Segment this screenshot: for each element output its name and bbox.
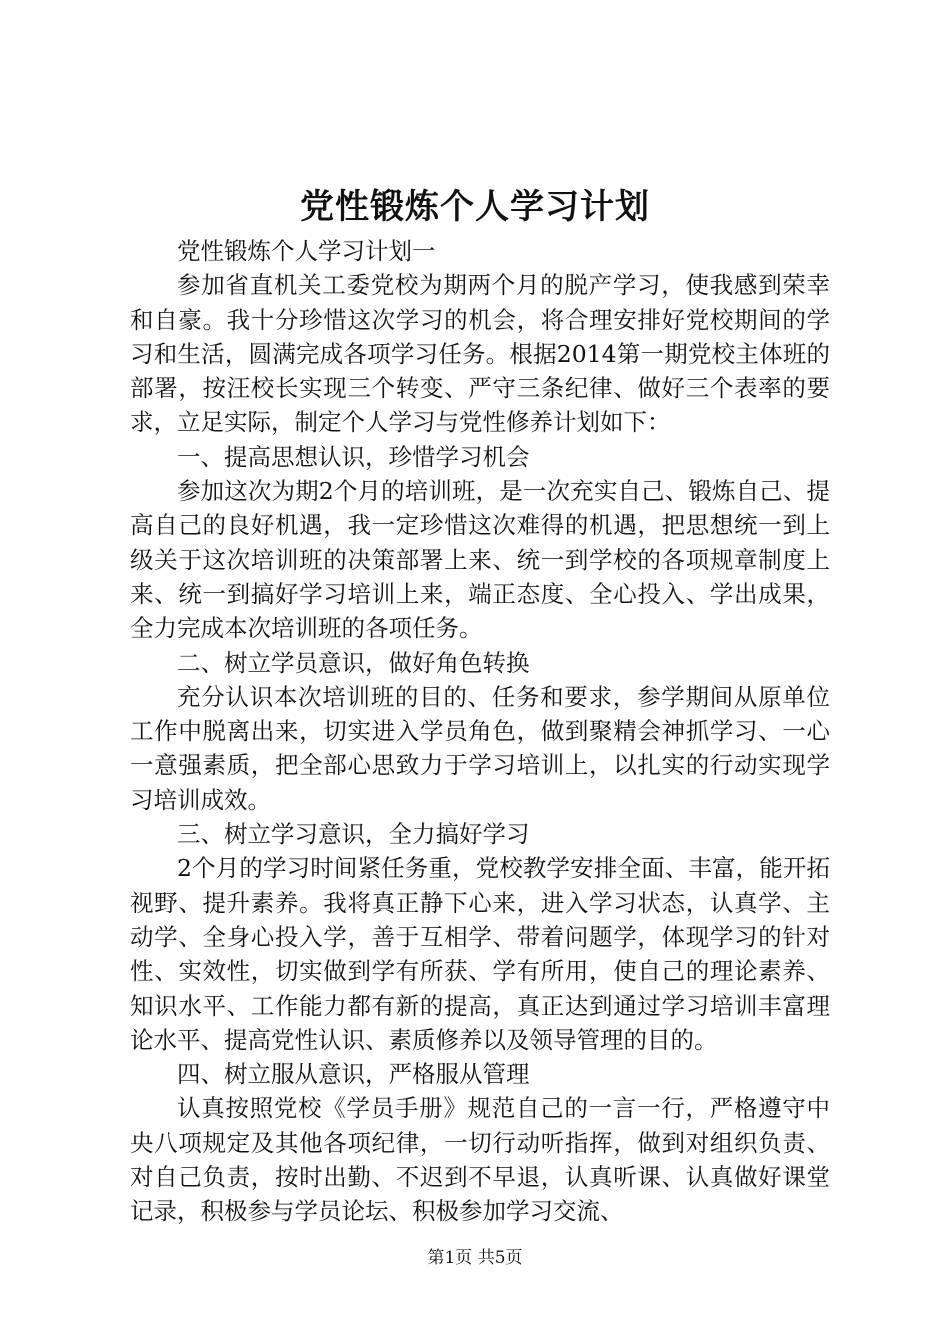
document-subtitle: 党性锻炼个人学习计划一 xyxy=(177,237,436,265)
page-number-footer: 第1页 共5页 xyxy=(427,1248,523,1268)
section-heading-3: 三、树立学习意识，全力搞好学习 xyxy=(177,820,530,849)
section-paragraph-4: 认真按照党校《学员手册》规范自己的一言一行，严格遵守中央八项规定及其他各项纪律，一切行动听指挥，做到对组织负责、对自己负责，按时出勤、不迟到不早退，认真听课、认真做好课堂记录，积极参与学员论坛、积极参加学习交流、 xyxy=(130,1094,830,1226)
section-heading-2: 二、树立学员意识，做好角色转换 xyxy=(177,648,530,677)
intro-paragraph: 参加省直机关工委党校为期两个月的脱产学习，使我感到荣幸和自豪。我十分珍惜这次学习的机会，将合理安排好党校期间的学习和生活，圆满完成各项学习任务。根据2014第一期党校主体班的部署，按汪校长实现三个转变、严守三条纪律、做好三个表率的要求，立足实际，制定个人学习与党性修养计划如下： xyxy=(130,271,830,437)
section-paragraph-3: 2个月的学习时间紧任务重，党校教学安排全面、丰富，能开拓视野、提升素养。我将真正静下心来，进入学习状态，认真学、主动学、全身心投入学，善于互相学、带着问题学，体现学习的针对性、实效性，切实做到学有所获、学有所用，使自己的理论素养、知识水平、工作能力都有新的提高，真正达到通过学习培训丰富理论水平、提高党性认识、素质修养以及领导管理的目的。 xyxy=(130,854,830,1054)
section-paragraph-2: 充分认识本次培训班的目的、任务和要求，参学期间从原单位工作中脱离出来，切实进入学员角色，做到聚精会神抓学习、一心一意强素质，把全部心思致力于学习培训上，以扎实的行动实现学习培训成效。 xyxy=(130,682,830,814)
section-heading-4: 四、树立服从意识，严格服从管理 xyxy=(177,1060,530,1089)
section-heading-1: 一、提高思想认识，珍惜学习机会 xyxy=(177,442,530,471)
document-title: 党性锻炼个人学习计划 xyxy=(300,187,650,227)
document-body xyxy=(130,234,830,1229)
section-paragraph-1: 参加这次为期2个月的培训班，是一次充实自己、锻炼自己、提高自己的良好机遇，我一定珍惜这次难得的机遇，把思想统一到上级关于这次培训班的决策部署上来、统一到学校的各项规章制度上来、统一到搞好学习培训上来，端正态度、全心投入、学出成果，全力完成本次培训班的各项任务。 xyxy=(130,477,830,643)
